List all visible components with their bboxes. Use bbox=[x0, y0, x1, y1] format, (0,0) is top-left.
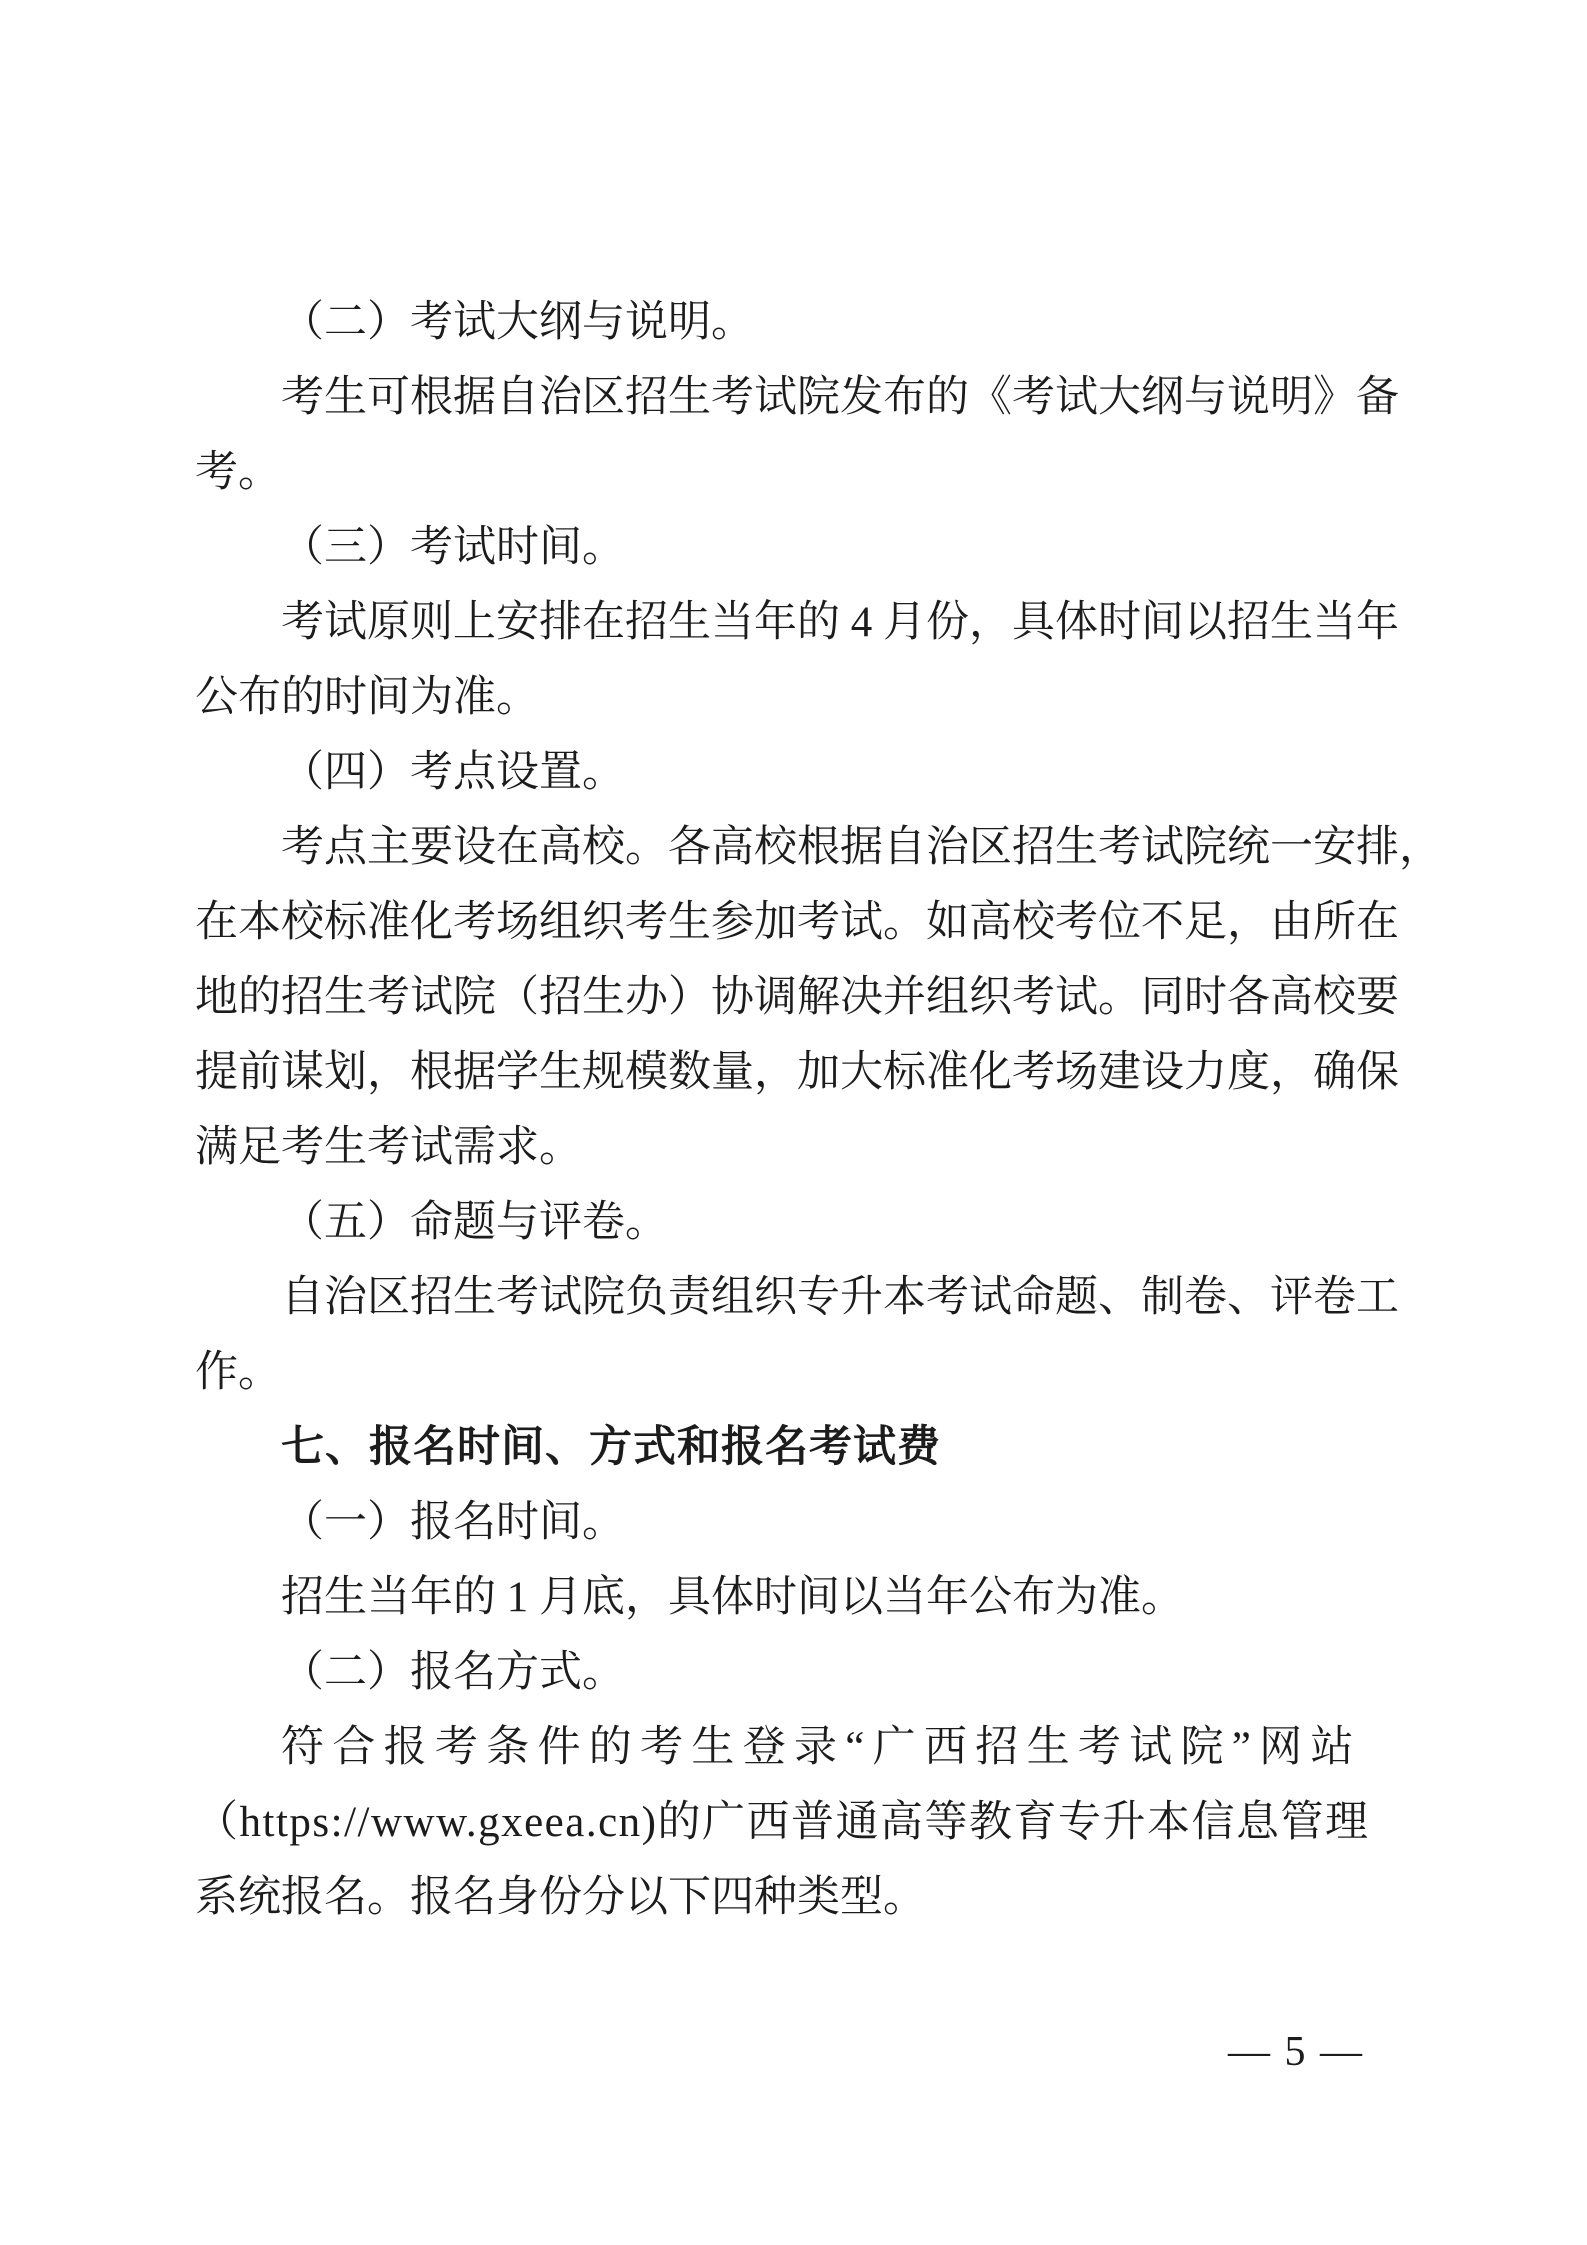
text-line: （四）考点设置。 bbox=[281, 749, 625, 796]
text-line: （一）报名时间。 bbox=[281, 1499, 625, 1546]
text-line: （二）考试大纲与说明。 bbox=[281, 299, 754, 346]
text-line: （五）命题与评卷。 bbox=[281, 1199, 668, 1246]
text-line: 招生当年的 1 月底，具体时间以当年公布为准。 bbox=[281, 1574, 1184, 1621]
text-line: （二）报名方式。 bbox=[281, 1649, 625, 1696]
text-line: 自治区招生考试院负责组织专升本考试命题、制卷、评卷工 bbox=[281, 1274, 1399, 1321]
text-line: 作。 bbox=[195, 1349, 281, 1396]
text-line: 公布的时间为准。 bbox=[195, 674, 539, 721]
text-line: 满足考生考试需求。 bbox=[195, 1124, 582, 1171]
text-line: 地的招生考试院（招生办）协调解决并组织考试。同时各高校要 bbox=[195, 974, 1399, 1021]
document-body bbox=[195, 285, 1442, 1935]
text-line-url: （https://www.gxeea.cn)的广西普通高等教育专升本信息管理 bbox=[195, 1799, 1370, 1846]
text-line: 考生可根据自治区招生考试院发布的《考试大纲与说明》备 bbox=[281, 374, 1399, 421]
text-line: 提前谋划，根据学生规模数量，加大标准化考场建设力度，确保 bbox=[195, 1049, 1399, 1096]
text-line: 考试原则上安排在招生当年的 4 月份，具体时间以招生当年 bbox=[281, 599, 1399, 646]
text-line: 考点主要设在高校。各高校根据自治区招生考试院统一安排， bbox=[281, 824, 1442, 871]
text-line: 在本校标准化考场组织考生参加考试。如高校考位不足，由所在 bbox=[195, 899, 1399, 946]
text-line: 考。 bbox=[195, 449, 281, 496]
text-line: （三）考试时间。 bbox=[281, 524, 625, 571]
text-line: 系统报名。报名身份分以下四种类型。 bbox=[195, 1874, 926, 1921]
page-number: — 5 — bbox=[1228, 2029, 1364, 2075]
section-heading: 七、报名时间、方式和报名考试费 bbox=[281, 1423, 941, 1471]
text-line: 符合报考条件的考生登录“广西招生考试院”网站 bbox=[281, 1724, 1362, 1771]
